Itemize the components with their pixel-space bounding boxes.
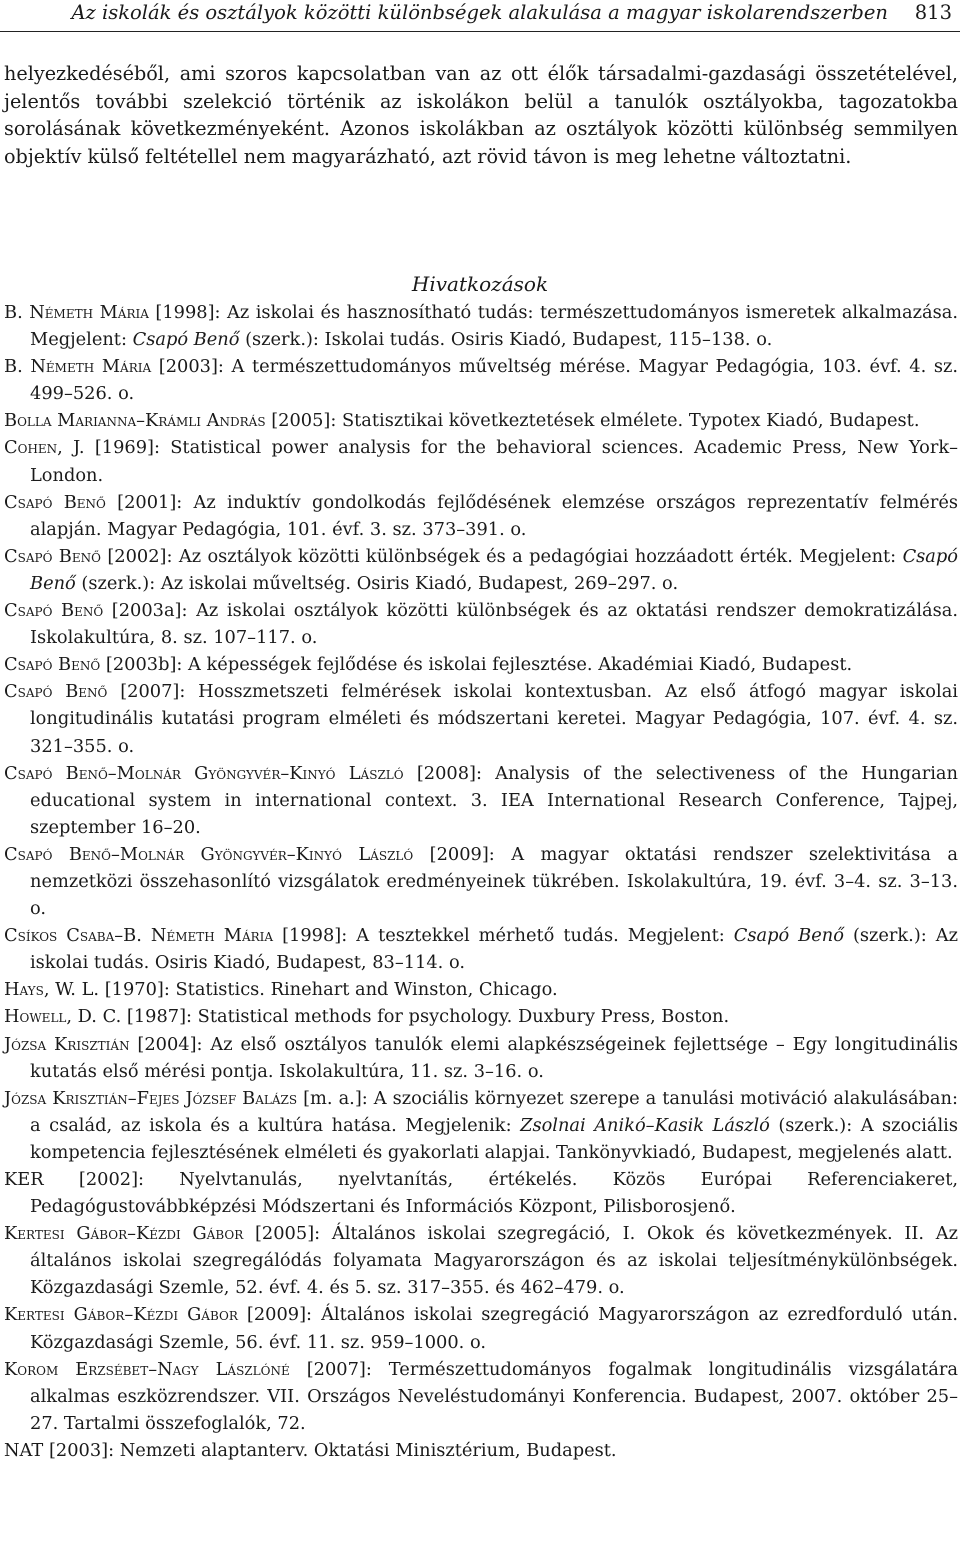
reference-authors: Bolla Marianna–Krámli András [4, 410, 266, 432]
reference-text: [2003]: Nemzeti alaptanterv. Oktatási Minisztérium, Budapest. [43, 1439, 617, 1461]
reference-authors: B. Németh Mária [4, 302, 149, 323]
reference-entry [4, 841, 958, 922]
reference-authors: Cohen, J. [4, 437, 85, 459]
reference-entry [4, 1356, 958, 1437]
reference-list [4, 299, 958, 1464]
reference-text: [2008]: Analysis of the selectiveness of the Hungarian educational system in international context. 3. IEA International Research Conference, Tajpej, szeptember 16–20. [30, 762, 958, 838]
reference-entry [4, 760, 958, 841]
reference-authors: Csapó Benő [4, 681, 108, 703]
reference-entry [4, 489, 958, 543]
reference-text-continued: (szerk.): A szociális kompetencia fejlesztésének elméleti és gyakorlati alapjai. Tankönyvkiadó, Budapest, megjelenés alatt. [30, 1114, 958, 1163]
running-header [0, 0, 960, 30]
reference-authors: Kertesi Gábor–Kézdi Gábor [4, 1304, 238, 1326]
reference-entry [4, 597, 958, 651]
reference-text: [2002]: Nyelvtanulás, nyelvtanítás, értékelés. Közös Európai Referenciakeret, Pedagógustovábbképzési Módszertani és Információs Központ, Pilisborosjenő. [30, 1169, 958, 1218]
reference-authors: NAT [4, 1439, 44, 1461]
reference-authors: Csapó Benő [4, 491, 106, 513]
reference-text-continued: (szerk.): Iskolai tudás. Osiris Kiadó, Budapest, 115–138. o. [239, 329, 773, 351]
reference-editor: Csapó Benő [132, 329, 240, 351]
reference-text: [2005]: Statisztikai következtetések elmélete. Typotex Kiadó, Budapest. [265, 410, 920, 432]
reference-entry [4, 434, 958, 488]
reference-text: [2007]: Hosszmetszeti felmérések iskolai kontextusban. Az első átfogó magyar iskolai longitudinális kutatási program elméleti és módszertani keretei. Magyar Pedagógia, 107. évf. 4. sz. 321–355. o. [30, 681, 958, 757]
reference-text: [2002]: Az osztályok közötti különbségek és a pedagógiai hozzáadott érték. Megjelent: [100, 545, 903, 567]
reference-text-continued: (szerk.): Az iskolai tudás. Osiris Kiadó, Budapest, 83–114. o. [30, 925, 958, 974]
reference-text: [1970]: Statistics. Rinehart and Winston, Chicago. [99, 979, 558, 1001]
reference-text: [2005]: Általános iskolai szegregáció, I. Okok és következmények. II. Az általános iskolai szegregálódás folyamata Magyarországon és az iskolai teljesítménykülönbségek. Közgazdasági Szemle, 52. évf. 4. és 5. sz. 317–355. és 462–479. o. [30, 1223, 958, 1299]
reference-entry [4, 922, 958, 976]
body-paragraph: helyezkedéséből, ami szoros kapcsolatban van az ott élők társadalmi-gazdasági összetételével, jelentős további szelekció történik az iskolákon belül a tanulók osztályokba, tagozatokba sorolásának következményeként. Azonos iskolákban az osztályok közötti különbség semmilyen objektív külső feltétellel nem magyarázható, azt rövid távon is meg lehetne változtatni. [4, 62, 958, 168]
reference-entry [4, 299, 958, 353]
reference-authors: Csapó Benő [4, 600, 104, 622]
reference-entry [4, 407, 958, 434]
reference-entry [4, 543, 958, 597]
reference-authors: Kertesi Gábor–Kézdi Gábor [4, 1223, 244, 1245]
reference-authors: Józsa Krisztián [4, 1033, 130, 1055]
reference-authors: Csapó Benő [4, 654, 101, 676]
section-title: Hivatkozások [411, 272, 549, 296]
header-rule [0, 31, 960, 32]
reference-editor: Zsolnai Anikó–Kasik László [520, 1114, 770, 1136]
reference-text: [2007]: Természettudományos fogalmak longitudinális vizsgálatára alkalmas eszközrendszer. VII. Országos Neveléstudományi Konferencia. Budapest, 2007. október 25–27. Tartalmi összefoglalók, 72. [30, 1358, 958, 1434]
reference-text: [2003b]: A képességek fejlődése és iskolai fejlesztése. Akadémiai Kiadó, Budapest. [100, 654, 853, 676]
reference-authors: Csapó Benő–Molnár Gyöngyvér–Kinyó László [4, 843, 414, 865]
reference-text: [1987]: Statistical methods for psychology. Duxbury Press, Boston. [121, 1006, 730, 1028]
reference-text: [m. a.]: A szociális környezet szerepe a tanulási motiváció alakulásában: a család, az iskola és a kultúra hatása. Megjelenik: [30, 1087, 958, 1136]
reference-entry [4, 1301, 958, 1355]
reference-entry [4, 1437, 958, 1464]
reference-text: [2001]: Az induktív gondolkodás fejlődésének elemzése országos reprezentatív felmérés alapján. Magyar Pedagógia, 101. évf. 3. sz. 373–391. o. [30, 491, 958, 540]
page-number: 813 [914, 1, 952, 24]
reference-authors: Korom Erzsébet–Nagy Lászlóné [4, 1358, 290, 1380]
reference-text-continued: (szerk.): Az iskolai műveltség. Osiris Kiadó, Budapest, 269–297. o. [75, 572, 679, 594]
reference-text: [1969]: Statistical power analysis for the behavioral sciences. Academic Press, New York–London. [30, 437, 958, 486]
running-header-title: Az iskolák és osztályok közötti különbségek alakulása a magyar iskolarendszerben [71, 1, 888, 24]
reference-authors: Csapó Benő [4, 545, 101, 567]
reference-text: [2003]: A természettudományos műveltség mérése. Magyar Pedagógia, 103. évf. 4. sz. 499–526. o. [30, 356, 958, 405]
reference-entry [4, 353, 958, 407]
reference-entry [4, 1220, 958, 1301]
reference-editor: Csapó Benő [30, 545, 958, 594]
reference-entry [4, 1031, 958, 1085]
reference-authors: Hays, W. L. [4, 979, 100, 1001]
reference-text: [2009]: Általános iskolai szegregáció Magyarországon az ezredforduló után. Közgazdasági Szemle, 56. évf. 11. sz. 959–1000. o. [30, 1304, 958, 1353]
reference-entry [4, 678, 958, 759]
reference-entry [4, 1166, 958, 1220]
reference-authors: Csapó Benő–Molnár Gyöngyvér–Kinyó László [4, 762, 404, 784]
reference-entry [4, 651, 958, 678]
reference-text: [2003a]: Az iskolai osztályok közötti különbségek és az oktatási rendszer demokratizálása. Iskolakultúra, 8. sz. 107–117. o. [30, 600, 958, 649]
reference-text: [2004]: Az első osztályos tanulók elemi alapkészségeinek fejlettsége – Egy longitudinális kutatás első mérési pontja. Iskolakultúra, 11. sz. 3–16. o. [30, 1033, 958, 1082]
reference-text: [1998]: A tesztekkel mérhető tudás. Megjelent: [273, 925, 734, 947]
reference-editor: Csapó Benő [733, 925, 844, 947]
reference-authors: Howell, D. C. [4, 1006, 122, 1028]
reference-entry [4, 976, 958, 1003]
reference-authors: Csíkos Csaba–B. Németh Mária [4, 925, 274, 947]
reference-entry [4, 1085, 958, 1166]
reference-authors: KER [4, 1169, 44, 1190]
reference-authors: B. Németh Mária [4, 356, 152, 378]
reference-text: [1998]: Az iskolai és hasznosítható tudás: természettudományos ismeretek alkalmazása. Megjelent: [30, 302, 958, 351]
reference-authors: Józsa Krisztián–Fejes József Balázs [4, 1087, 298, 1109]
reference-text: [2009]: A magyar oktatási rendszer szelektivitása a nemzetközi összehasonlító vizsgálatok eredményeinek tükrében. Iskolakultúra, 19. évf. 3–4. sz. 3–13. o. [30, 843, 958, 920]
reference-entry [4, 1003, 958, 1030]
